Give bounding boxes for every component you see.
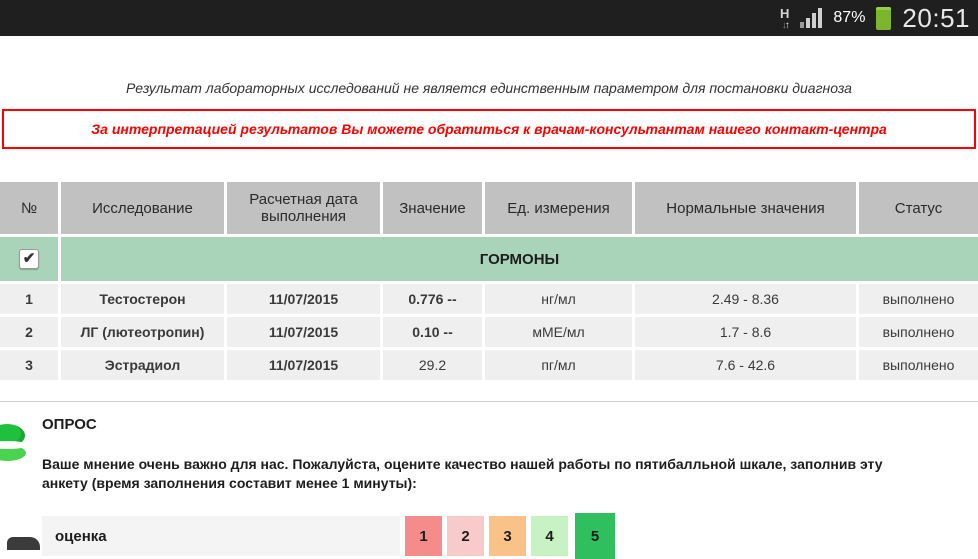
header-normal: Нормальные значения <box>635 182 856 234</box>
header-unit: Ед. измерения <box>485 182 632 234</box>
rating-label: оценка <box>42 516 400 556</box>
results-table <box>0 179 978 383</box>
next-section-icon <box>7 537 40 550</box>
rating-button-2[interactable]: 2 <box>447 516 484 556</box>
test-date: 11/07/2015 <box>227 350 380 380</box>
survey-section <box>42 416 978 559</box>
header-test: Исследование <box>61 182 224 234</box>
table-row <box>0 284 978 314</box>
battery-percent-label: 87% <box>833 9 866 26</box>
rating-button-5[interactable]: 5 <box>575 513 615 559</box>
test-name: ЛГ (лютеотропин) <box>61 317 224 347</box>
category-label: ГОРМОНЫ <box>61 237 978 281</box>
alert-banner: За интерпретацией результатов Вы можете обратиться к врачам-консультантам нашего контакт-центра <box>2 109 976 149</box>
category-checkbox-cell <box>0 237 58 281</box>
header-status: Статус <box>859 182 978 234</box>
status-bar <box>0 0 978 36</box>
table-header-row <box>0 182 978 234</box>
header-value: Значение <box>383 182 482 234</box>
survey-title: ОПРОС <box>42 416 97 433</box>
test-date: 11/07/2015 <box>227 284 380 314</box>
test-name: Эстрадиол <box>61 350 224 380</box>
data-activity-icon <box>780 7 789 31</box>
test-normal-range: 7.6 - 42.6 <box>635 350 856 380</box>
network-type-label: H <box>780 6 790 21</box>
test-normal-range: 1.7 - 8.6 <box>635 317 856 347</box>
header-date: Расчетная дата выполнения <box>227 182 380 234</box>
survey-description: Ваше мнение очень важно для нас. Пожалуйста, оцените качество нашей работы по пятибалльной шкале, заполнив эту анкету (время заполнения составит менее 1 минуты): <box>42 456 883 491</box>
data-arrows-icon: ↓↑ <box>781 20 788 31</box>
test-status: выполнено <box>859 284 978 314</box>
clock: 20:51 <box>902 2 970 33</box>
test-unit: нг/мл <box>485 284 632 314</box>
test-value: 0.10 -- <box>383 317 482 347</box>
test-status: выполнено <box>859 350 978 380</box>
battery-icon <box>876 7 891 30</box>
survey-icon <box>0 424 29 464</box>
signal-strength-icon <box>800 8 822 28</box>
section-divider <box>0 401 978 402</box>
test-unit: пг/мл <box>485 350 632 380</box>
row-number: 3 <box>0 350 58 380</box>
hormones-checkbox[interactable]: ✔ <box>19 249 39 269</box>
header-number: № <box>0 182 58 234</box>
test-name: Тестостерон <box>61 284 224 314</box>
test-status: выполнено <box>859 317 978 347</box>
rating-row <box>42 513 978 559</box>
test-date: 11/07/2015 <box>227 317 380 347</box>
rating-button-4[interactable]: 4 <box>531 516 568 556</box>
rating-button-1[interactable]: 1 <box>405 516 442 556</box>
category-row <box>0 237 978 281</box>
disclaimer-text: Результат лабораторных исследований не является единственным параметром для постановки диагноза <box>126 80 852 96</box>
rating-button-3[interactable]: 3 <box>489 516 526 556</box>
test-value: 0.776 -- <box>383 284 482 314</box>
table-row <box>0 317 978 347</box>
table-row <box>0 350 978 380</box>
row-number: 1 <box>0 284 58 314</box>
test-unit: мМЕ/мл <box>485 317 632 347</box>
row-number: 2 <box>0 317 58 347</box>
test-value: 29.2 <box>383 350 482 380</box>
test-normal-range: 2.49 - 8.36 <box>635 284 856 314</box>
